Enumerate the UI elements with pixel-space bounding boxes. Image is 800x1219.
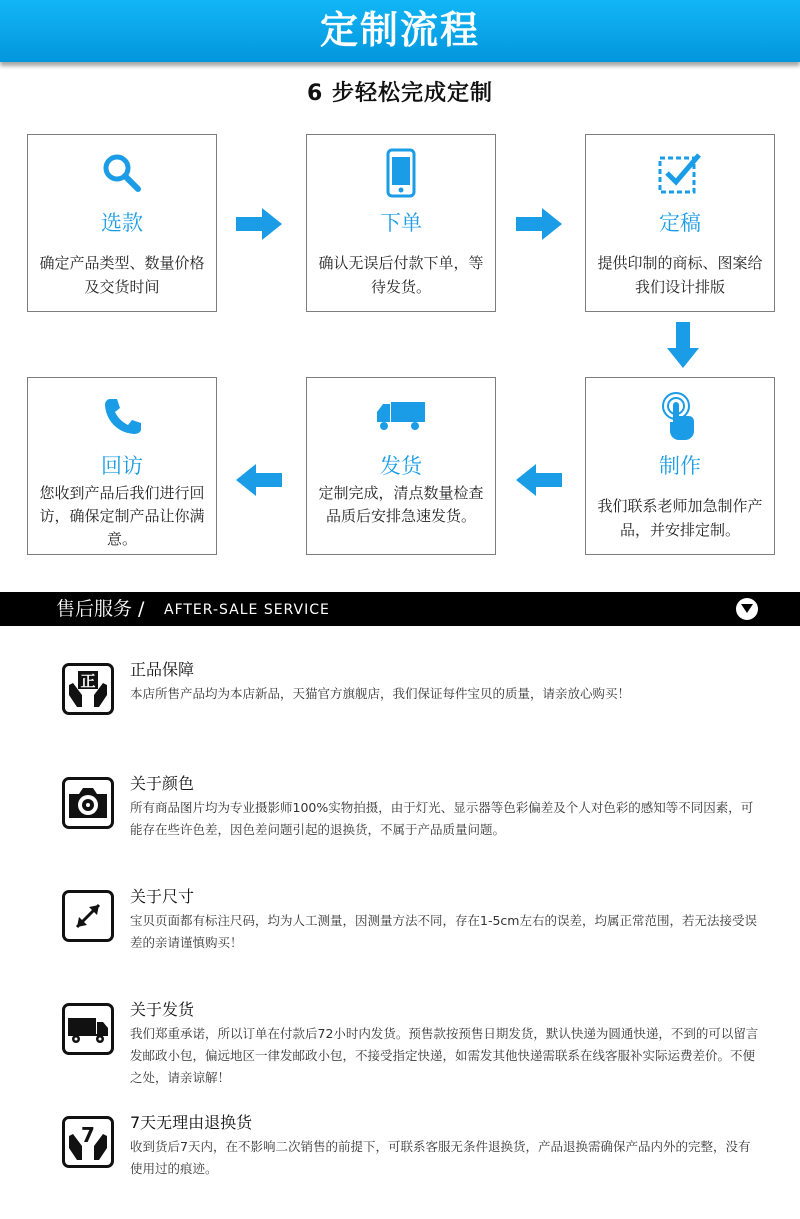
banner xyxy=(0,0,800,62)
resize-icon xyxy=(62,890,114,942)
service-title: 关于尺寸 xyxy=(130,887,195,906)
arrow-left-icon xyxy=(236,464,282,496)
return-icon-text: 7 xyxy=(81,1123,95,1147)
delivery-truck-icon xyxy=(62,1003,114,1055)
after-sale-title-en: AFTER-SALE SERVICE xyxy=(164,602,330,618)
after-sale-title-cn: 售后服务 / xyxy=(56,598,145,620)
service-title: 7天无理由退换货 xyxy=(130,1113,253,1132)
step-finalize-design xyxy=(585,134,775,312)
after-sale-header xyxy=(0,592,800,626)
step-follow-up xyxy=(27,377,217,555)
checkbox-icon xyxy=(586,147,774,199)
step-desc: 您收到产品后我们进行回访，确保定制产品让你满意。 xyxy=(39,484,205,548)
page-subtitle: 6 步轻松完成定制 xyxy=(307,81,493,106)
service-text: 本店所售产品均为本店新品，天猫官方旗舰店，我们保证每件宝贝的质量，请亲放心购买！ xyxy=(130,686,631,701)
step-title: 制作 xyxy=(659,454,701,478)
arrow-left-icon xyxy=(516,464,562,496)
step-shipping xyxy=(306,377,496,555)
genuine-icon xyxy=(62,663,114,715)
step-select-style xyxy=(27,134,217,312)
step-title: 下单 xyxy=(380,211,422,235)
step-title: 发货 xyxy=(380,454,422,478)
touch-icon xyxy=(586,390,774,442)
step-desc: 我们联系老师加急制作产品，并安排定制。 xyxy=(597,497,763,539)
search-icon xyxy=(28,147,216,199)
step-desc: 确定产品类型、数量价格及交货时间 xyxy=(39,254,205,296)
genuine-icon-text: 正 xyxy=(80,672,96,690)
chevron-down-icon[interactable] xyxy=(736,598,758,620)
service-title: 关于颜色 xyxy=(130,774,195,793)
step-desc: 确认无误后付款下单，等待发货。 xyxy=(318,254,484,296)
step-desc: 定制完成，清点数量检查品质后安排急速发货。 xyxy=(318,484,484,525)
telephone-icon xyxy=(28,390,216,442)
camera-icon xyxy=(62,777,114,829)
step-title: 定稿 xyxy=(659,211,701,235)
service-title: 关于发货 xyxy=(130,1000,195,1019)
service-text: 宝贝页面都有标注尺码，均为人工测量，因测量方法不同，存在1-5cm左右的误差，均属正常范围，若无法接受误差的亲请谨慎购买！ xyxy=(130,913,757,950)
service-text: 我们郑重承诺，所以订单在付款后72小时内发货。预售款按预售日期发货，默认快递为圆通快递，不到的可以留言发邮政小包，偏远地区一律发邮政小包，不接受指定快递，如需发其他快递需联系在线客服补实际运费差价。不便之处，请亲谅解！ xyxy=(130,1026,759,1085)
step-title: 选款 xyxy=(101,211,143,235)
step-place-order xyxy=(306,134,496,312)
arrow-right-icon xyxy=(516,208,562,240)
seven-day-return-icon xyxy=(62,1116,114,1168)
truck-icon xyxy=(307,390,495,442)
step-production xyxy=(585,377,775,555)
step-title: 回访 xyxy=(101,454,143,478)
arrow-down-icon xyxy=(667,322,699,368)
service-text: 收到货后7天内，在不影响二次销售的前提下，可联系客服无条件退换货，产品退换需确保产品内外的完整，没有使用过的痕迹。 xyxy=(130,1139,751,1176)
banner-title: 定制流程 xyxy=(319,8,480,52)
step-desc: 提供印制的商标、图案给我们设计排版 xyxy=(597,254,763,296)
phone-icon xyxy=(307,147,495,199)
service-title: 正品保障 xyxy=(130,660,195,679)
arrow-right-icon xyxy=(236,208,282,240)
service-text: 所有商品图片均为专业摄影师100%实物拍摄，由于灯光、显示器等色彩偏差及个人对色彩的感知等不同因素，可能存在些许色差，因色差问题引起的退换货，不属于产品质量问题。 xyxy=(130,800,754,837)
